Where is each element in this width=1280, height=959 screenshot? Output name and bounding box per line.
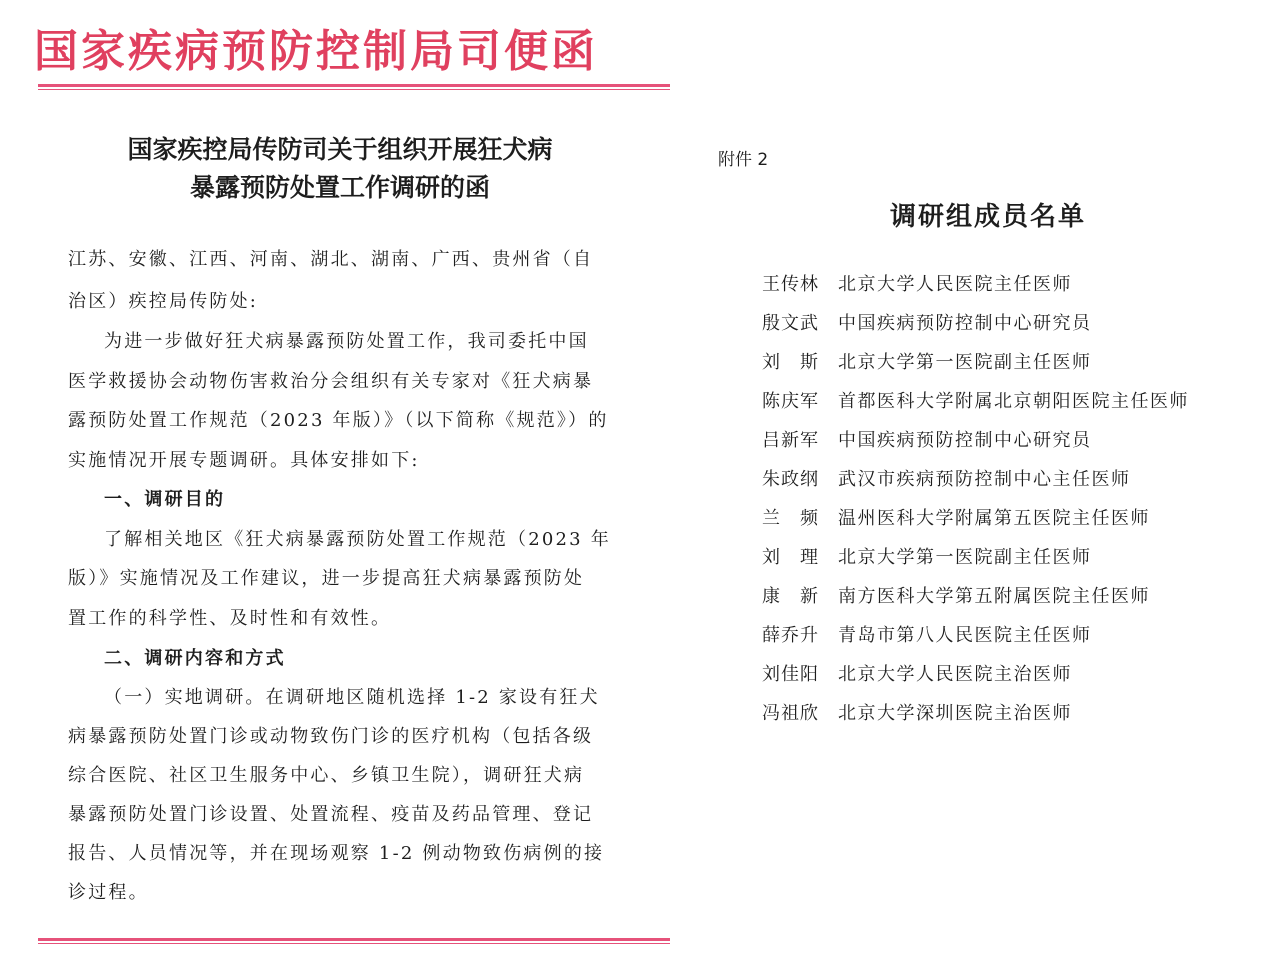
member-title: 中国疾病预防控制中心研究员 <box>838 313 1092 334</box>
member-title: 温州医科大学附属第五医院主任医师 <box>838 508 1150 529</box>
intro-line-1: 为进一步做好狂犬病暴露预防处置工作，我司委托中国 <box>104 331 589 352</box>
letter-bottom-rule <box>38 938 670 944</box>
member-row <box>762 543 1092 573</box>
attachment-page <box>700 0 1280 959</box>
method-line-4: 暴露预防处置门诊设置、处置流程、疫苗及药品管理、登记 <box>68 804 594 825</box>
member-name: 冯祖欣 <box>762 703 819 724</box>
member-name: 兰 频 <box>762 508 819 529</box>
intro-line-4: 实施情况开展专题调研。具体安排如下: <box>68 450 420 471</box>
method-line-5: 报告、人员情况等，并在现场观察 1-2 例动物致伤病例的接 <box>68 843 605 864</box>
method-line-1: （一）实地调研。在调研地区随机选择 1-2 家设有狂犬 <box>104 687 600 708</box>
member-row <box>762 426 1092 456</box>
member-row <box>762 699 1072 729</box>
member-title: 南方医科大学第五附属医院主任医师 <box>838 586 1150 607</box>
member-name: 王传林 <box>762 274 819 295</box>
member-name: 薛乔升 <box>762 625 819 646</box>
document-title-line-2: 暴露预防处置工作调研的函 <box>189 173 490 202</box>
letterhead-top-rule <box>38 84 670 90</box>
method-line-2: 病暴露预防处置门诊或动物致伤门诊的医疗机构（包括各级 <box>68 726 594 747</box>
method-line-3: 综合医院、社区卫生服务中心、乡镇卫生院），调研狂犬病 <box>68 765 585 786</box>
member-name: 吕新军 <box>762 430 819 451</box>
addressee-line-1: 江苏、安徽、江西、河南、湖北、湖南、广西、贵州省（自 <box>68 249 594 270</box>
intro-line-3: 露预防处置工作规范（2023 年版）》（以下简称《规范》）的 <box>68 410 609 431</box>
member-row <box>762 387 1189 417</box>
member-name: 殷文武 <box>762 313 819 334</box>
member-title: 首都医科大学附属北京朝阳医院主任医师 <box>838 391 1189 412</box>
member-row <box>762 582 1150 612</box>
document-title-line-1: 国家疾控局传防司关于组织开展狂犬病 <box>127 135 553 164</box>
addressee-line-2: 治区）疾控局传防处: <box>68 291 259 312</box>
member-title: 青岛市第八人民医院主任医师 <box>838 625 1092 646</box>
member-title: 北京大学深圳医院主治医师 <box>838 703 1072 724</box>
section-heading-purpose: 一、调研目的 <box>104 489 226 510</box>
member-name: 刘 斯 <box>762 352 819 373</box>
member-name: 康 新 <box>762 586 819 607</box>
section-heading-method: 二、调研内容和方式 <box>104 648 286 669</box>
member-name: 刘 理 <box>762 547 819 568</box>
member-row <box>762 348 1092 378</box>
member-title: 北京大学人民医院主治医师 <box>838 664 1072 685</box>
member-row <box>762 465 1131 495</box>
member-title: 北京大学人民医院主任医师 <box>838 274 1072 295</box>
member-row <box>762 309 1092 339</box>
intro-line-2: 医学救援协会动物伤害救治分会组织有关专家对《狂犬病暴 <box>68 371 594 392</box>
member-row <box>762 504 1150 534</box>
member-title: 中国疾病预防控制中心研究员 <box>838 430 1092 451</box>
purpose-line-1: 了解相关地区《狂犬病暴露预防处置工作规范（2023 年 <box>104 529 611 550</box>
letterhead-masthead: 国家疾病预防控制局司便函 <box>34 26 598 77</box>
member-title: 北京大学第一医院副主任医师 <box>838 547 1092 568</box>
member-name: 陈庆军 <box>762 391 819 412</box>
method-line-6: 诊过程。 <box>68 882 149 903</box>
member-name: 刘佳阳 <box>762 664 819 685</box>
purpose-line-2: 版）》实施情况及工作建议，进一步提高狂犬病暴露预防处 <box>68 568 585 589</box>
attachment-label: 附件 2 <box>718 150 769 170</box>
member-title: 武汉市疾病预防控制中心主任医师 <box>838 469 1131 490</box>
member-row <box>762 270 1072 300</box>
member-row <box>762 621 1092 651</box>
purpose-line-3: 置工作的科学性、及时性和有效性。 <box>68 608 392 629</box>
member-row <box>762 660 1072 690</box>
member-title: 北京大学第一医院副主任医师 <box>838 352 1092 373</box>
member-name: 朱政纲 <box>762 469 819 490</box>
member-list-title: 调研组成员名单 <box>890 202 1087 232</box>
